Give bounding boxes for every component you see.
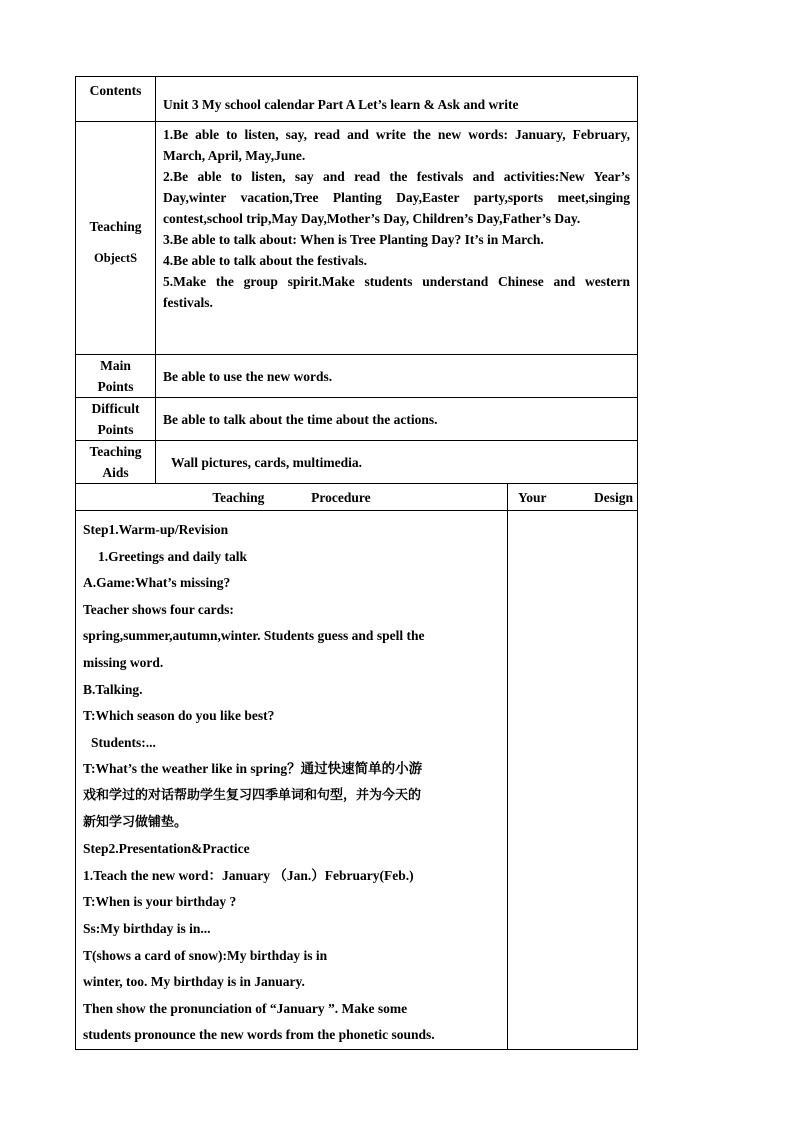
contents-row	[76, 77, 638, 122]
procedure-line-3: A.Game:What’s missing?	[83, 575, 231, 591]
main-points-row	[76, 355, 638, 398]
procedure-line-9: Students:...	[91, 734, 156, 750]
lesson-plan	[75, 76, 637, 1050]
objective-item-2: 2.Be able to listen, say and read the festivals and activities:New Year’s Day,winter vacation,Tree Planting Day,Easter party,sports meet,singing contest,school trip,May Day,Mother’s Day, Children’s Day,Father’s Day.	[163, 169, 631, 226]
procedure-line-15: T:When is your birthday ?	[83, 894, 237, 910]
procedure-line-16: Ss:My birthday is in...	[83, 920, 211, 936]
design-header-word1: Your	[518, 489, 547, 505]
contents-value: Unit 3 My school calendar Part A Let’s learn & Ask and write	[156, 77, 638, 122]
procedure-header	[76, 484, 508, 511]
procedure-line-12: 新知学习做铺垫。	[83, 814, 188, 830]
procedure-header-row	[76, 484, 638, 511]
main-points-label-line2: Points	[97, 379, 134, 394]
procedure-line-7: B.Talking.	[83, 681, 143, 697]
procedure-line-4: Teacher shows four cards:	[83, 601, 234, 617]
design-content	[508, 511, 638, 1050]
teaching-aids-label	[76, 441, 156, 484]
procedure-line-10: T:What’s the weather like in spring？通过快速简单的小游	[83, 761, 423, 777]
procedure-row	[76, 511, 638, 1050]
procedure-line-2: 1.Greetings and daily talk	[98, 548, 248, 564]
procedure-line-11: 戏和学过的对话帮助学生复习四季单词和句型，并为今天的	[83, 787, 422, 803]
procedure-header-word2: Procedure	[311, 489, 371, 505]
objectives-list	[156, 122, 638, 355]
procedure-line-13: Step2.Presentation&Practice	[83, 841, 250, 857]
difficult-points-label-line1: Difficult	[91, 401, 140, 416]
procedure-line-5: spring,summer,autumn,winter. Students guess and spell the	[83, 628, 425, 644]
procedure-line-14: 1.Teach the new word：January （Jan.）February(Feb.)	[83, 867, 414, 883]
procedure-line-6: missing word.	[83, 654, 164, 670]
difficult-points-value: Be able to talk about the time about the actions.	[156, 398, 638, 441]
design-header	[508, 484, 638, 511]
objective-item-5: 5.Make the group spirit.Make students understand Chinese and western festivals.	[163, 274, 631, 310]
procedure-line-1: Step1.Warm-up/Revision	[83, 522, 229, 537]
procedure-line-17: T(shows a card of snow):My birthday is in	[83, 947, 328, 963]
main-points-value: Be able to use the new words.	[156, 355, 638, 398]
main-points-label-line1: Main	[100, 358, 131, 373]
objective-item-3: 3.Be able to talk about: When is Tree Planting Day? It’s in March.	[163, 232, 544, 247]
difficult-points-label	[76, 398, 156, 441]
objectives-label	[76, 122, 156, 355]
objectives-label-line1: Teaching	[89, 218, 142, 234]
teaching-aids-value: Wall pictures, cards, multimedia.	[156, 441, 638, 484]
procedure-line-8: T:Which season do you like best?	[83, 708, 275, 724]
procedure-line-18: winter, too. My birthday is in January.	[83, 974, 305, 990]
procedure-content	[76, 511, 508, 1050]
difficult-points-label-line2: Points	[97, 422, 134, 437]
teaching-aids-label-line1: Teaching	[89, 444, 142, 459]
lesson-plan-table	[75, 76, 638, 1050]
difficult-points-row	[76, 398, 638, 441]
objectives-row	[76, 122, 638, 355]
teaching-aids-label-line2: Aids	[102, 465, 129, 480]
teaching-aids-row	[76, 441, 638, 484]
objective-item-1: 1.Be able to listen, say, read and write the new words: January, February, March, April, May,June.	[163, 127, 631, 163]
objective-item-4: 4.Be able to talk about the festivals.	[163, 253, 367, 268]
objectives-label-line2: ObjectS	[93, 250, 138, 265]
main-points-label	[76, 355, 156, 398]
contents-label: Contents	[76, 77, 156, 122]
procedure-line-20: students pronounce the new words from the phonetic sounds.	[83, 1027, 435, 1043]
procedure-header-word1: Teaching	[212, 489, 265, 505]
design-header-word2: Design	[594, 489, 634, 505]
procedure-line-19: Then show the pronunciation of “January ”. Make some	[83, 1000, 408, 1016]
